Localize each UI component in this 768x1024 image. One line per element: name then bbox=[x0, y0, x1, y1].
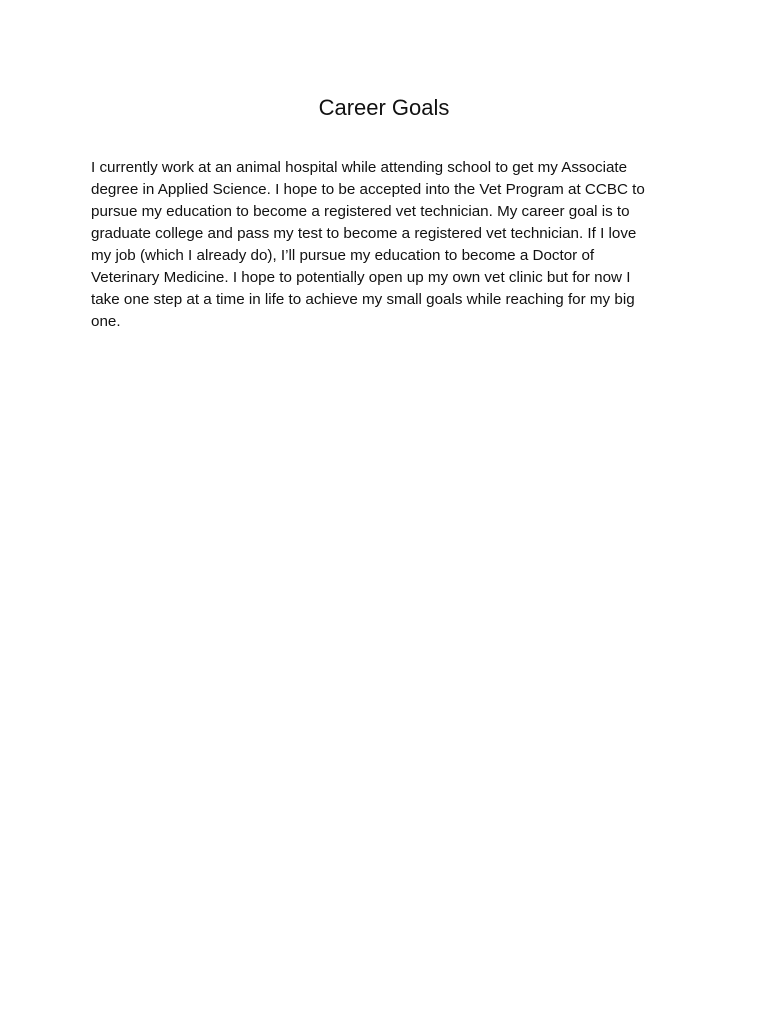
paragraph-line: pursue my education to become a registered vet technician. My career goal is to bbox=[91, 203, 630, 220]
paragraph-line: graduate college and pass my test to become a registered vet technician. If I love bbox=[91, 225, 637, 242]
body-paragraph bbox=[91, 157, 695, 333]
paragraph-line: take one step at a time in life to achieve my small goals while reaching for my big bbox=[91, 291, 635, 308]
paragraph-line: I currently work at an animal hospital while attending school to get my Associate bbox=[91, 159, 628, 176]
page-title: Career Goals bbox=[318, 95, 450, 120]
paragraph-line: Veterinary Medicine. I hope to potentially open up my own vet clinic but for now I bbox=[91, 269, 631, 286]
paragraph-line: my job (which I already do), I’ll pursue my education to become a Doctor of bbox=[91, 247, 595, 264]
paragraph-line: degree in Applied Science. I hope to be accepted into the Vet Program at CCBC to bbox=[91, 181, 645, 198]
paragraph-line: one. bbox=[91, 313, 121, 330]
